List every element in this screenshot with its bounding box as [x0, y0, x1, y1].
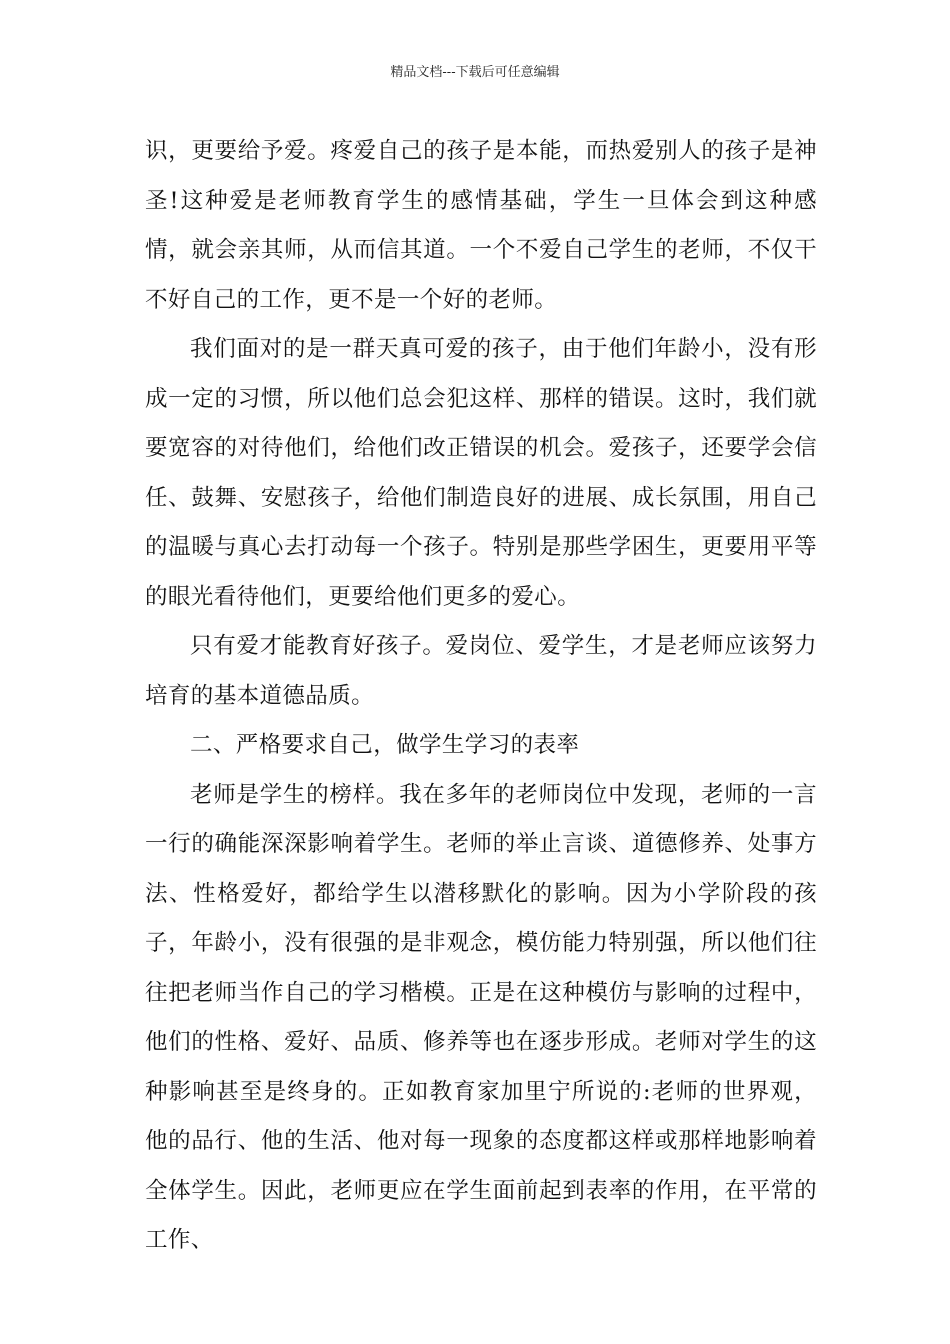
paragraph-patience: 我们面对的是一群天真可爱的孩子，由于他们年龄小，没有形成一定的习惯，所以他们总会犯这样、那样的错误。这时，我们就要宽容的对待他们，给他们改正错误的机会。爱孩子，还要学会信任、鼓舞、安慰孩子，给他们制造良好的进展、成长氛围，用自己的温暖与真心去打动每一个孩子。特别是那些学困生，更要用平等的眼光看待他们，更要给他们更多的爱心。 [145, 336, 817, 610]
paragraph-love-education: 只有爱才能教育好孩子。爱岗位、爱学生，才是老师应该努力培育的基本道德品质。 [145, 633, 817, 709]
paragraph-continuation: 识，更要给予爱。疼爱自己的孩子是本能，而热爱别人的孩子是神圣!这种爱是老师教育学生的感情基础，学生一旦体会到这种感情，就会亲其师，从而信其道。一个不爱自己学生的老师，不仅干不好自己的工作，更不是一个好的老师。 [145, 138, 817, 313]
document-body [145, 127, 817, 1266]
page-header: 精品文档---下载后可任意编辑 [390, 65, 560, 80]
paragraph-role-model: 老师是学生的榜样。我在多年的老师岗位中发现，老师的一言一行的确能深深影响着学生。老师的举止言谈、道德修养、处事方法、性格爱好，都给学生以潜移默化的影响。因为小学阶段的孩子，年龄小，没有很强的是非观念，模仿能力特别强，所以他们往往把老师当作自己的学习楷模。正是在这种模仿与影响的过程中，他们的性格、爱好、品质、修养等也在逐步形成。老师对学生的这种影响甚至是终身的。正如教育家加里宁所说的:老师的世界观，他的品行、他的生活、他对每一现象的态度都这样或那样地影响着全体学生。因此，老师更应在学生面前起到表率的作用，在平常的工作、 [145, 781, 817, 1253]
section-heading: 二、严格要求自己，做学生学习的表率 [190, 732, 580, 758]
